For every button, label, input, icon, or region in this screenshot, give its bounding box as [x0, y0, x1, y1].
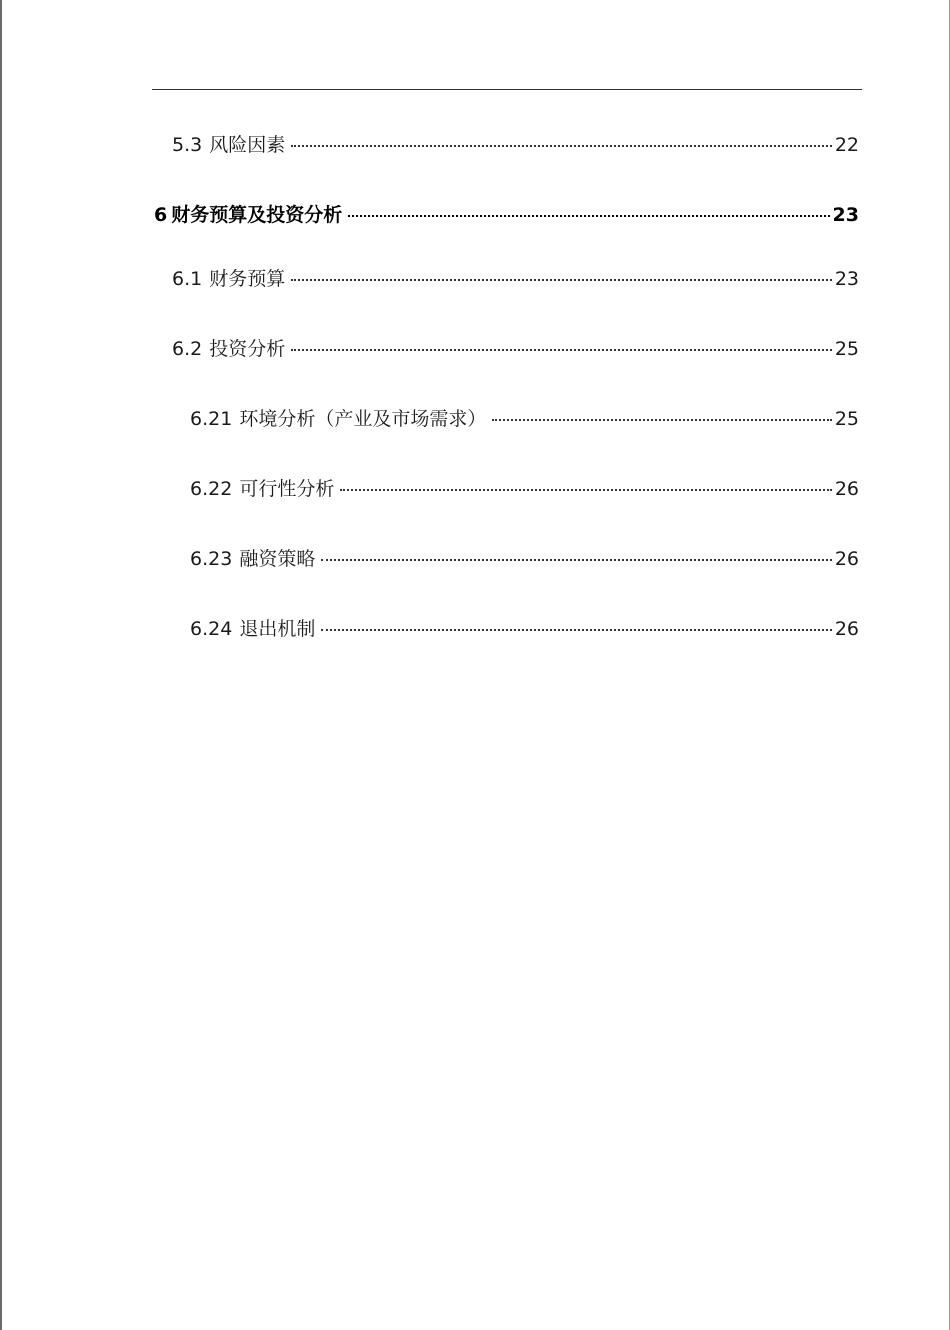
toc-entry-6-24[interactable] — [190, 616, 859, 642]
toc-entry-6-22[interactable] — [190, 476, 859, 502]
toc-entry-6-1[interactable] — [172, 266, 859, 292]
toc-entry-page: 25 — [834, 338, 859, 360]
toc-entry-number: 6 — [154, 204, 168, 226]
toc-entry-number: 6.1 — [172, 268, 203, 290]
toc-leader-dots — [291, 279, 832, 281]
toc-leader-dots — [321, 629, 831, 631]
toc-leader-dots — [348, 215, 829, 217]
toc-leader-dots — [492, 419, 831, 421]
toc-entry-6[interactable] — [154, 202, 859, 228]
toc-entry-number: 6.23 — [190, 548, 233, 570]
toc-entry-title: 可行性分析 — [239, 478, 335, 500]
toc-entry-number: 5.3 — [172, 134, 203, 156]
toc-entry-number: 6.21 — [190, 408, 233, 430]
toc-entry-6-23[interactable] — [190, 546, 859, 572]
toc-entry-page: 26 — [834, 478, 859, 500]
toc-entry-number: 6.22 — [190, 478, 233, 500]
toc-entry-title: 退出机制 — [239, 618, 316, 640]
toc-leader-dots — [340, 489, 831, 491]
toc-entry-6-2[interactable] — [172, 336, 859, 362]
toc-entry-5-3[interactable] — [172, 132, 859, 158]
toc-entry-page: 26 — [834, 618, 859, 640]
toc-leader-dots — [321, 559, 831, 561]
toc-entry-title: 风险因素 — [209, 134, 286, 156]
toc-leader-dots — [291, 349, 832, 351]
toc-entry-number: 6.24 — [190, 618, 233, 640]
toc-entry-title: 财务预算 — [209, 268, 286, 290]
toc-entry-page: 26 — [834, 548, 859, 570]
toc-entry-title: 环境分析（产业及市场需求） — [239, 408, 487, 430]
toc-entry-page: 22 — [834, 134, 859, 156]
header-rule — [152, 89, 862, 90]
toc-entry-title: 财务预算及投资分析 — [171, 204, 343, 226]
toc-entry-6-21[interactable] — [190, 406, 859, 432]
toc-entry-page: 25 — [834, 408, 859, 430]
toc-entry-page: 23 — [832, 204, 859, 226]
toc-entry-number: 6.2 — [172, 338, 203, 360]
toc-entry-page: 23 — [834, 268, 859, 290]
toc-entry-title: 投资分析 — [209, 338, 286, 360]
toc-leader-dots — [291, 145, 832, 147]
page-edge-left — [0, 0, 2, 1330]
toc-entry-title: 融资策略 — [239, 548, 316, 570]
